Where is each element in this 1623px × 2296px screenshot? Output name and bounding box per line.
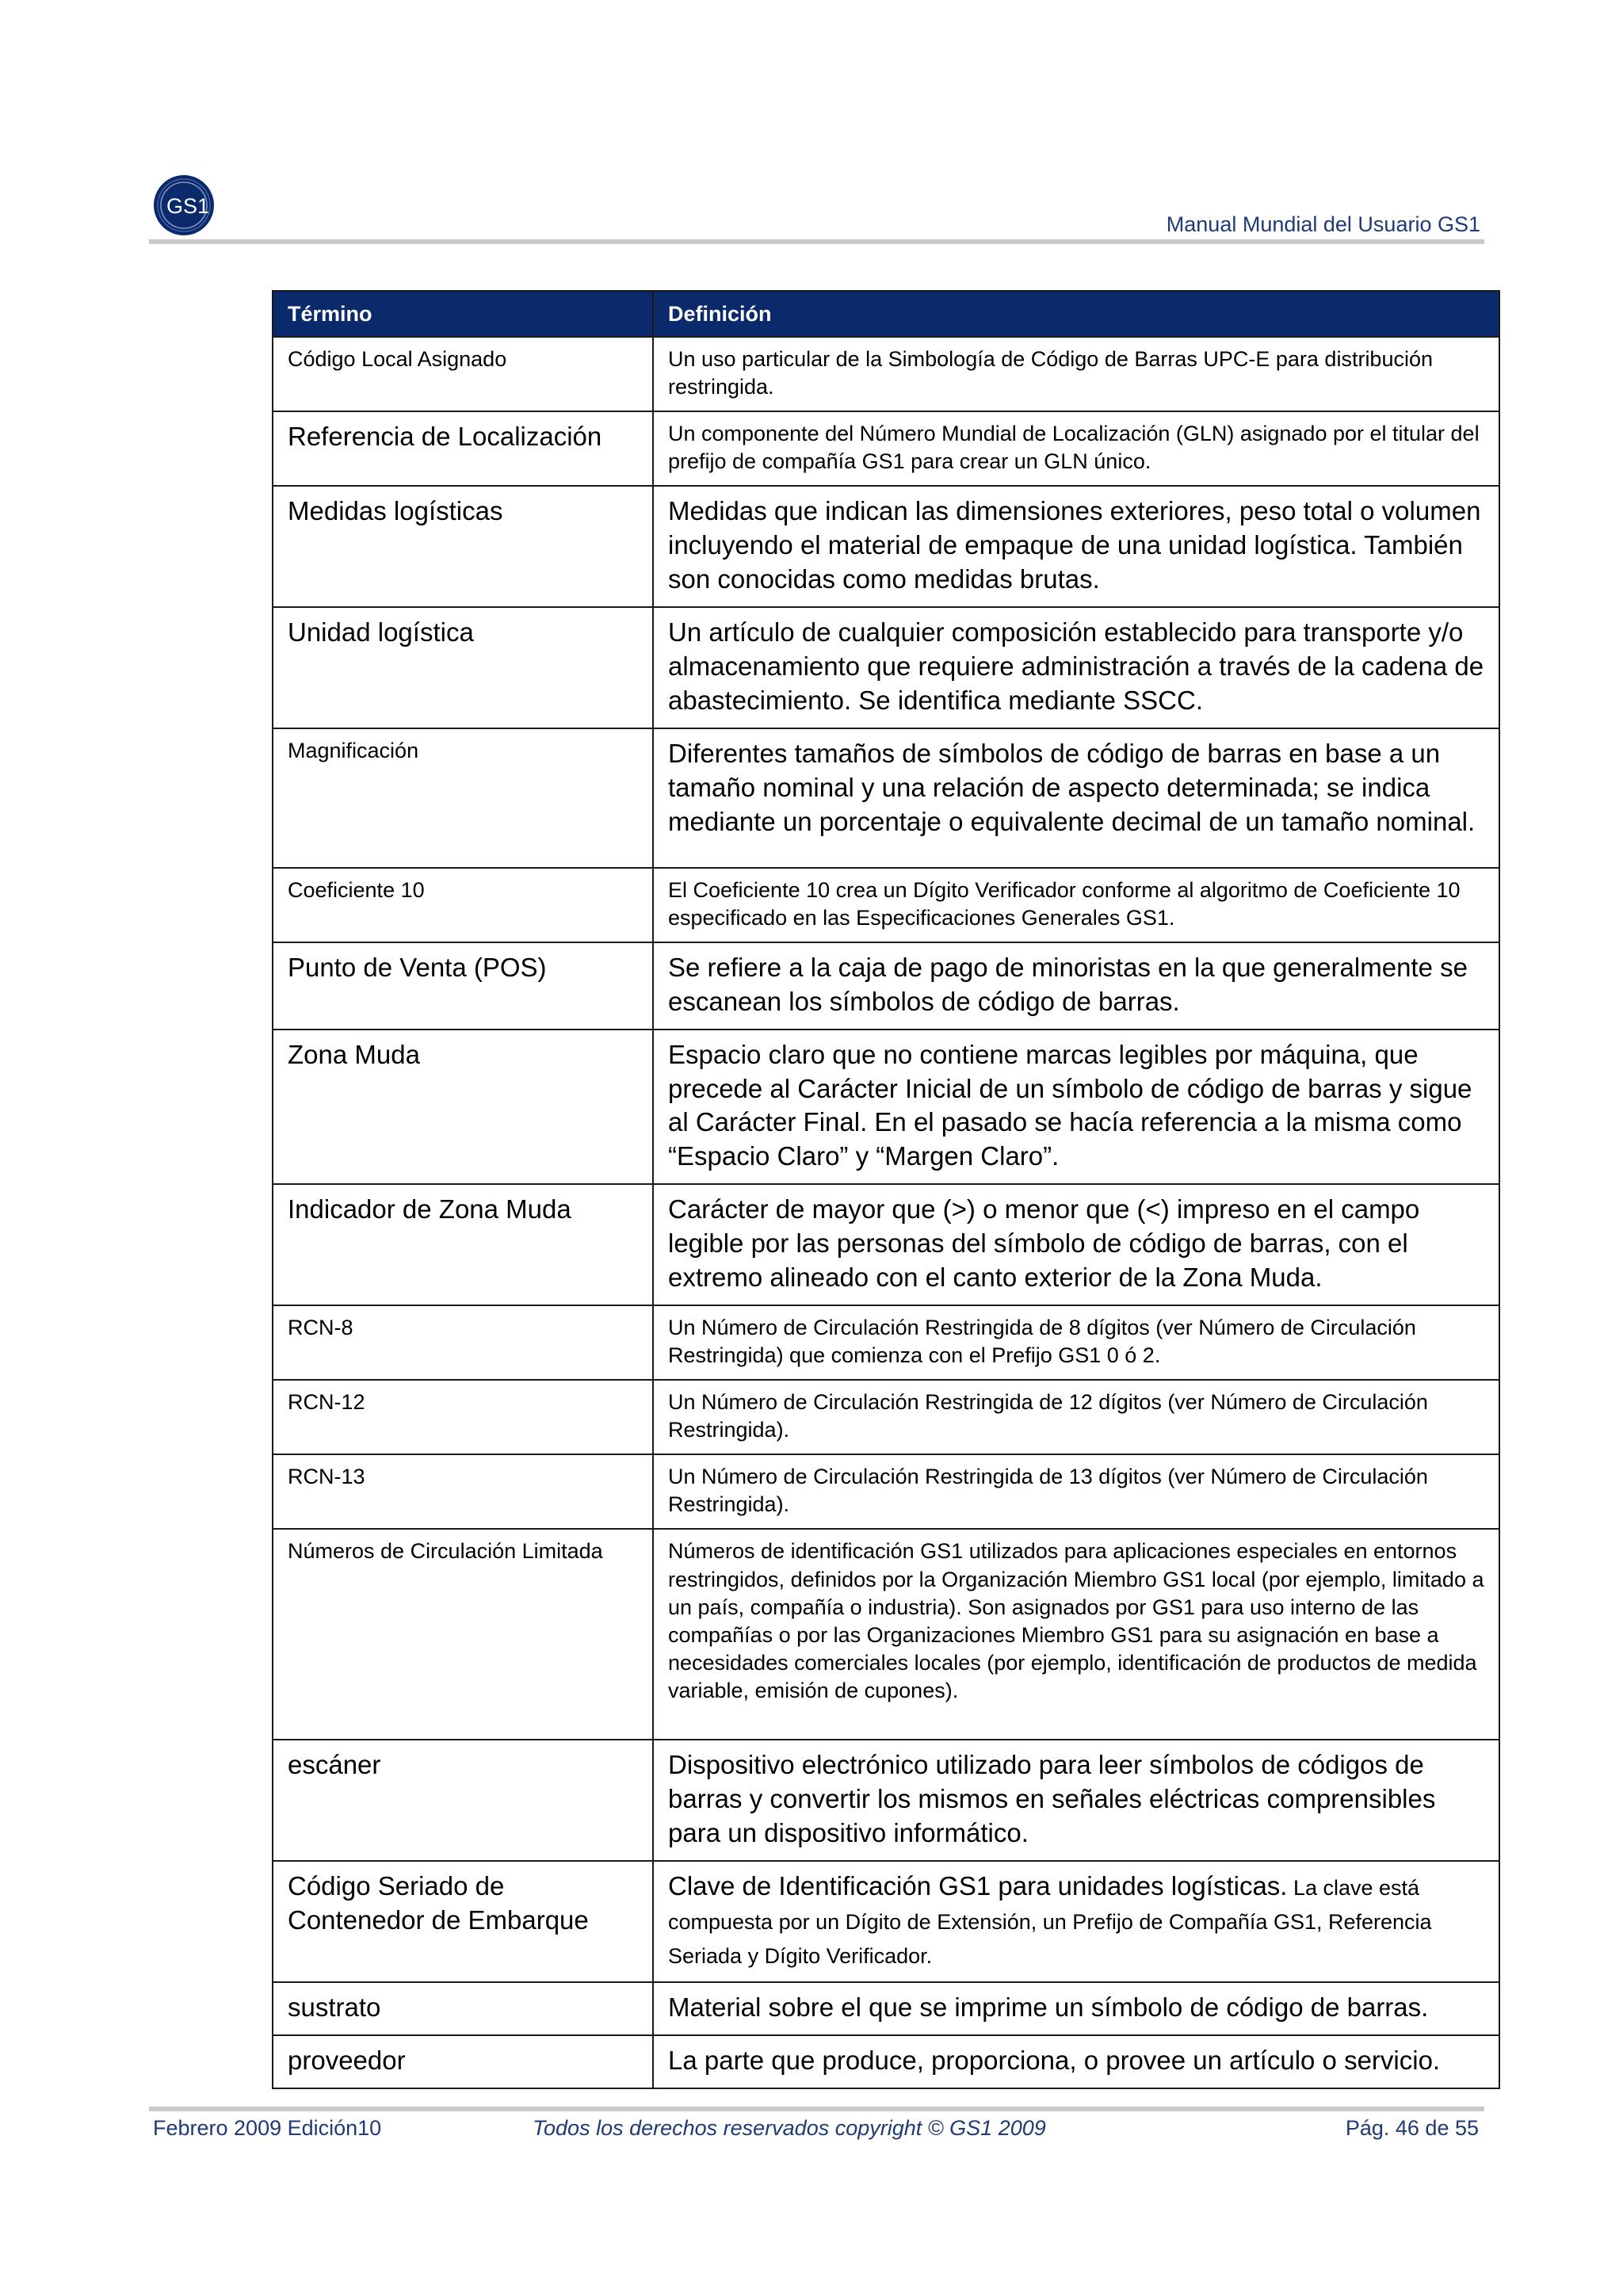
definition-cell: Diferentes tamaños de símbolos de código de barras en base a un tamaño nominal y una relación de aspecto determinada; se indica mediante un porcentaje o equivalente decimal de un tamaño nominal. — [653, 728, 1499, 868]
table-row — [273, 1454, 1499, 1529]
definition-cell: Un Número de Circulación Restringida de 8 dígitos (ver Número de Circulación Restringida) que comienza con el Prefijo GS1 0 ó 2. — [653, 1305, 1499, 1380]
logo-text: GS1 — [166, 194, 210, 218]
definition-cell: La parte que produce, proporciona, o provee un artículo o servicio. — [653, 2035, 1499, 2088]
definition-cell: Un uso particular de la Simbología de Código de Barras UPC-E para distribución restringida. — [653, 337, 1499, 411]
table-row — [273, 1305, 1499, 1380]
definition-cell: El Coeficiente 10 crea un Dígito Verificador conforme al algoritmo de Coeficiente 10 especificado en las Especificaciones Generales GS1. — [653, 868, 1499, 942]
definition-cell: Dispositivo electrónico utilizado para leer símbolos de códigos de barras y convertir los mismos en señales eléctricas comprensibles para un dispositivo informático. — [653, 1740, 1499, 1861]
definition-cell: Carácter de mayor que (>) o menor que (<) impreso en el campo legible por las personas del símbolo de código de barras, con el extremo alineado con el canto exterior de la Zona Muda. — [653, 1184, 1499, 1305]
definition-cell: Un Número de Circulación Restringida de 13 dígitos (ver Número de Circulación Restringida). — [653, 1454, 1499, 1529]
column-header-term: Término — [273, 291, 653, 337]
term-cell: Zona Muda — [273, 1030, 653, 1185]
header-title: Manual Mundial del Usuario GS1 — [1166, 212, 1480, 236]
table-row — [273, 1030, 1499, 1185]
term-cell: RCN-13 — [273, 1454, 653, 1529]
column-header-definition: Definición — [653, 291, 1499, 337]
term-cell: Código Seriado de Contenedor de Embarque — [273, 1861, 653, 1982]
term-cell: RCN-12 — [273, 1380, 653, 1454]
term-cell: proveedor — [273, 2035, 653, 2088]
table-row — [273, 1861, 1499, 1982]
footer-page-number: Pág. 46 de 55 — [1345, 2116, 1479, 2140]
definition-cell: Se refiere a la caja de pago de minoristas en la que generalmente se escanean los símbolos de código de barras. — [653, 942, 1499, 1030]
definition-cell: Un artículo de cualquier composición establecido para transporte y/o almacenamiento que requiere administración a través de la cadena de abastecimiento. Se identifica mediante SSCC. — [653, 607, 1499, 728]
definition-cell: Un Número de Circulación Restringida de 12 dígitos (ver Número de Circulación Restringida). — [653, 1380, 1499, 1454]
term-cell: Coeficiente 10 — [273, 868, 653, 942]
definition-cell: Un componente del Número Mundial de Localización (GLN) asignado por el titular del prefijo de compañía GS1 para crear un GLN único. — [653, 411, 1499, 486]
glossary-table — [272, 290, 1500, 2089]
header-divider — [149, 239, 1484, 244]
table-row — [273, 1740, 1499, 1861]
definition-note: La clave está compuesta por un Dígito de Extensión, un Prefijo de Compañía GS1, Referencia Seriada y Dígito Verificador. — [668, 1876, 1432, 1968]
footer-edition: Febrero 2009 Edición10 — [153, 2116, 382, 2140]
table-row — [273, 728, 1499, 868]
definition-cell — [653, 1861, 1499, 1982]
term-cell: Medidas logísticas — [273, 486, 653, 607]
term-cell: RCN-8 — [273, 1305, 653, 1380]
table-row — [273, 1380, 1499, 1454]
term-cell: Magnificación — [273, 728, 653, 868]
term-cell: sustrato — [273, 1982, 653, 2035]
table-row — [273, 868, 1499, 942]
table-row — [273, 1184, 1499, 1305]
table-row — [273, 2035, 1499, 2088]
table-row — [273, 337, 1499, 411]
footer-copyright: Todos los derechos reservados copyright © GS1 2009 — [533, 2116, 1046, 2140]
table-header-row — [273, 291, 1499, 337]
table-row — [273, 607, 1499, 728]
table-row — [273, 1529, 1499, 1740]
definition-cell: Números de identificación GS1 utilizados para aplicaciones especiales en entornos restringidos, definidos por la Organización Miembro GS1 local (por ejemplo, limitado a un país, compañía o industria). Son asignados por GS1 para uso interno de las compañías o por las Organizaciones Miembro GS1 para su asignación en base a necesidades comerciales locales (por ejemplo, identificación de productos de medida variable, emisión de cupones). — [653, 1529, 1499, 1740]
term-cell: Unidad logística — [273, 607, 653, 728]
definition-cell: Espacio claro que no contiene marcas legibles por máquina, que precede al Carácter Inicial de un símbolo de código de barras y sigue al Carácter Final. En el pasado se hacía referencia a la misma como “Espacio Claro” y “Margen Claro”. — [653, 1030, 1499, 1185]
term-cell: Punto de Venta (POS) — [273, 942, 653, 1030]
definition-cell: Material sobre el que se imprime un símbolo de código de barras. — [653, 1982, 1499, 2035]
term-cell: Referencia de Localización — [273, 411, 653, 486]
table-row — [273, 942, 1499, 1030]
footer-divider — [149, 2107, 1484, 2111]
table-row — [273, 486, 1499, 607]
term-cell: escáner — [273, 1740, 653, 1861]
table-row — [273, 1982, 1499, 2035]
definition-main: Clave de Identificación GS1 para unidades logísticas. — [668, 1871, 1288, 1901]
term-cell: Código Local Asignado — [273, 337, 653, 411]
table-row — [273, 411, 1499, 486]
gs1-logo — [152, 173, 225, 238]
definition-cell: Medidas que indican las dimensiones exteriores, peso total o volumen incluyendo el material de empaque de una unidad logística. También son conocidas como medidas brutas. — [653, 486, 1499, 607]
term-cell: Indicador de Zona Muda — [273, 1184, 653, 1305]
term-cell: Números de Circulación Limitada — [273, 1529, 653, 1740]
